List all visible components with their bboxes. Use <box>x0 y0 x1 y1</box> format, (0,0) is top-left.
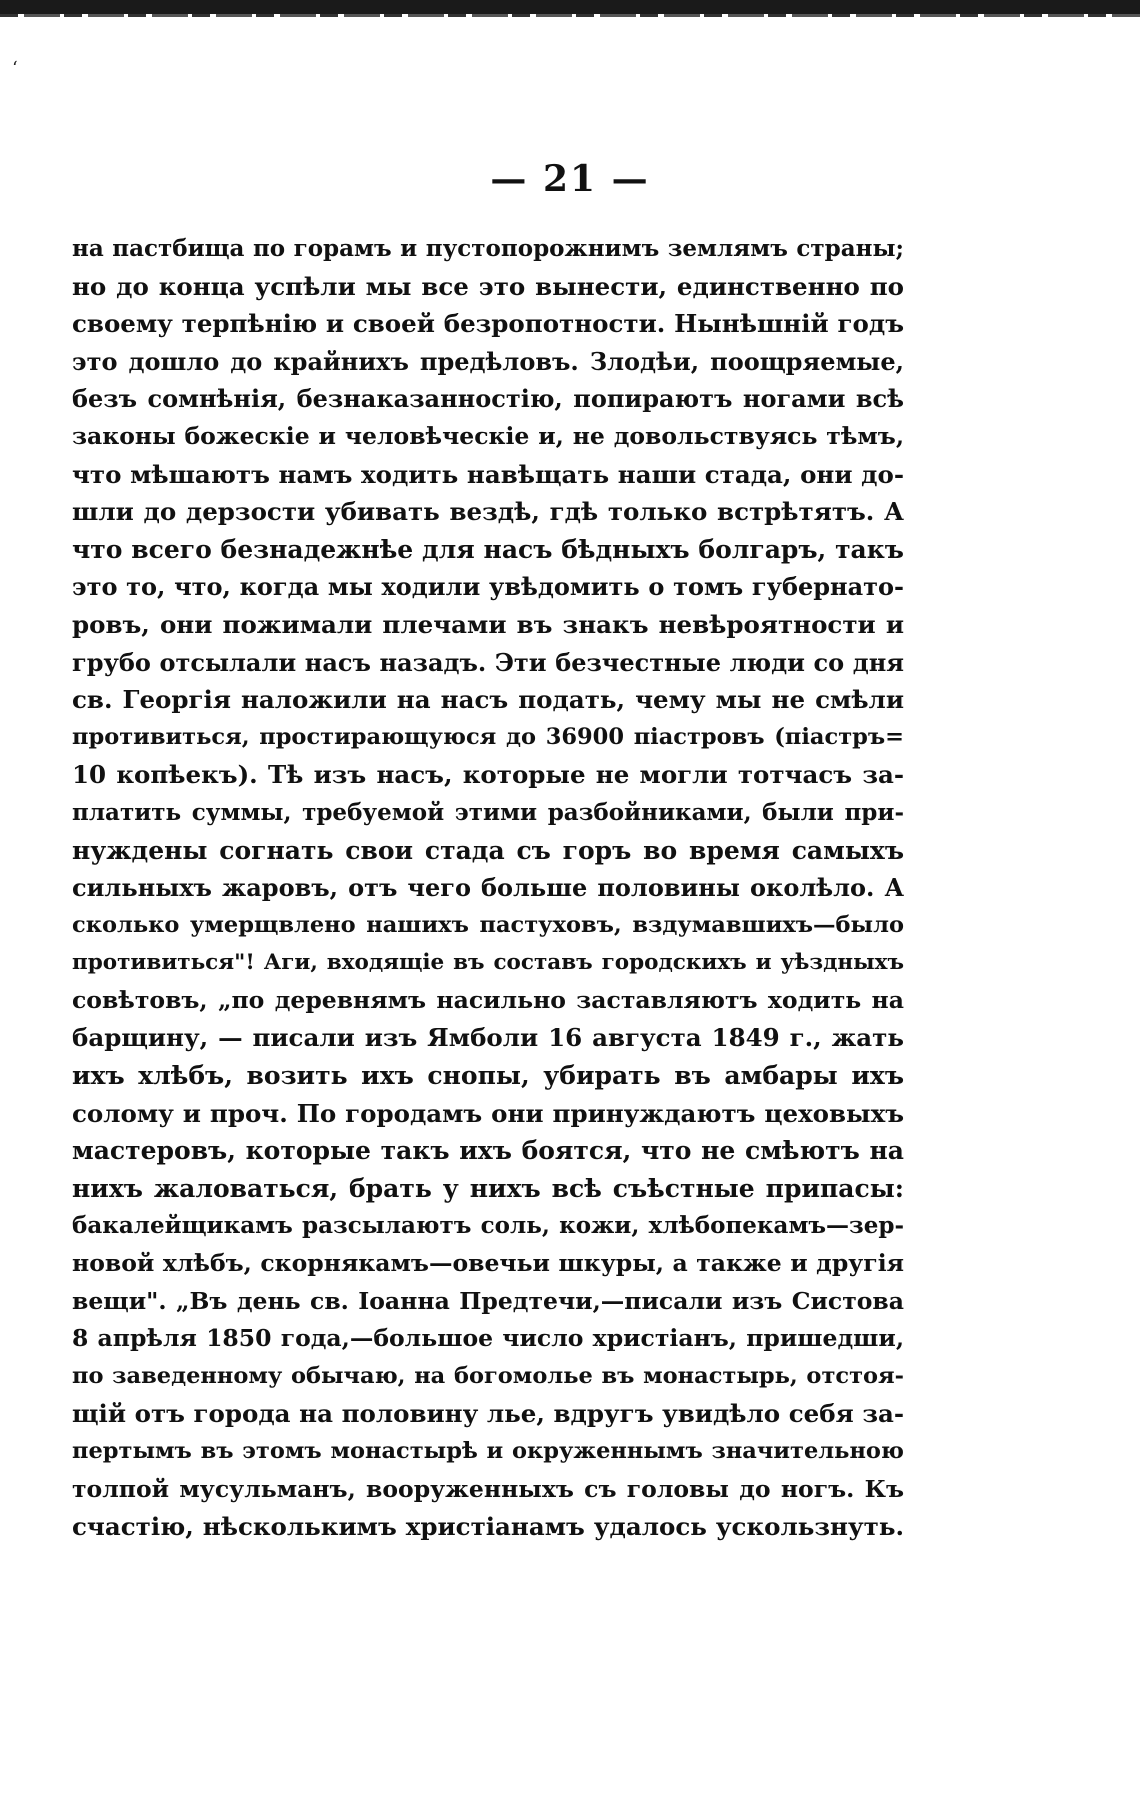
text-line: бакалейщикамъ разсылаютъ соль, кожи, хлѣбопекамъ—зер- <box>72 1212 904 1240</box>
text-line: нуждены согнать свои стада съ горъ во время самыхъ <box>72 835 904 865</box>
text-line: что всего безнадежнѣе для насъ бѣдныхъ болгаръ, такъ <box>72 534 904 564</box>
text-line: мастеровъ, которые такъ ихъ боятся, что не смѣютъ на <box>72 1136 904 1166</box>
text-line: грубо отсылали насъ назадъ. Эти безчестные люди со дня <box>72 647 904 677</box>
text-line: противиться, простирающуюся до 36900 піастровъ (піастръ= <box>72 723 904 750</box>
text-line: на пастбища по горамъ и пустопорожнимъ землямъ страны; <box>72 235 904 262</box>
text-line: ихъ хлѣбъ, возить ихъ снопы, убирать въ амбары ихъ <box>72 1061 904 1091</box>
text-line: платить суммы, требуемой этими разбойниками, были при- <box>72 798 904 826</box>
text-line: что мѣшаютъ намъ ходить навѣщать наши стада, они до- <box>72 459 904 489</box>
text-line: безъ сомнѣнія, безнаказанностію, попираютъ ногами всѣ <box>72 384 904 414</box>
text-line: вещи". „Въ день св. Іоанна Предтечи,—писали изъ Систова <box>72 1286 904 1315</box>
text-line: новой хлѣбъ, скорнякамъ—овечьи шкуры, а также и другія <box>72 1249 904 1278</box>
text-line: счастію, нѣсколькимъ христіанамъ удалось ускользнуть. <box>72 1512 904 1542</box>
text-line: шли до дерзости убивать вездѣ, гдѣ только встрѣтятъ. А <box>72 497 904 527</box>
top-border-rule <box>0 0 1140 14</box>
text-line: солому и проч. По городамъ они принуждаютъ цеховыхъ <box>72 1098 904 1128</box>
text-line: совѣтовъ, „по деревнямъ насильно заставляютъ ходить на <box>72 985 904 1014</box>
text-line: но до конца успѣли мы все это вынести, единственно по <box>72 271 904 301</box>
text-line: барщину, — писали изъ Ямболи 16 августа 1849 г., жать <box>72 1023 904 1053</box>
text-line: нихъ жаловаться, брать у нихъ всѣ съѣстные припасы: <box>72 1173 904 1203</box>
page-number: — 21 — <box>490 158 650 200</box>
text-line: сильныхъ жаровъ, отъ чего больше половины околѣло. А <box>72 873 904 903</box>
text-line: сколько умерщвлено нашихъ пастуховъ, вздумавшихъ—было <box>72 911 904 938</box>
text-line: 10 копѣекъ). Тѣ изъ насъ, которые не могли тотчасъ за- <box>72 760 904 790</box>
text-line: толпой мусульманъ, вооруженныхъ съ головы до ногъ. Къ <box>72 1474 904 1503</box>
text-line: пертымъ въ этомъ монастырѣ и окруженнымъ значительною <box>72 1438 904 1464</box>
text-line: это дошло до крайнихъ предѣловъ. Злодѣи, поощряемые, <box>72 346 904 376</box>
text-line: св. Георгія наложили на насъ подать, чему мы не смѣли <box>72 685 904 715</box>
body-text <box>72 230 904 1546</box>
text-line: щій отъ города на половину лье, вдругъ увидѣло себя за- <box>72 1399 904 1429</box>
text-line: по заведенному обычаю, на богомолье въ монастырь, отстоя- <box>72 1362 904 1389</box>
text-line: законы божескіе и человѣческіе и, не довольствуясь тѣмъ, <box>72 421 904 450</box>
text-line: это то, что, когда мы ходили увѣдомить о томъ губернато- <box>72 572 904 602</box>
text-line: противиться"! Аги, входящіе въ составъ городскихъ и уѣздныхъ <box>72 950 904 976</box>
text-line: 8 апрѣля 1850 года,—большое число христіанъ, пришедши, <box>72 1324 904 1353</box>
text-line: своему терпѣнію и своей безропотности. Нынѣшній годъ <box>72 309 904 339</box>
text-line: ровъ, они пожимали плечами въ знакъ невѣроятности и <box>72 609 904 639</box>
margin-speck: ʻ <box>12 58 18 79</box>
